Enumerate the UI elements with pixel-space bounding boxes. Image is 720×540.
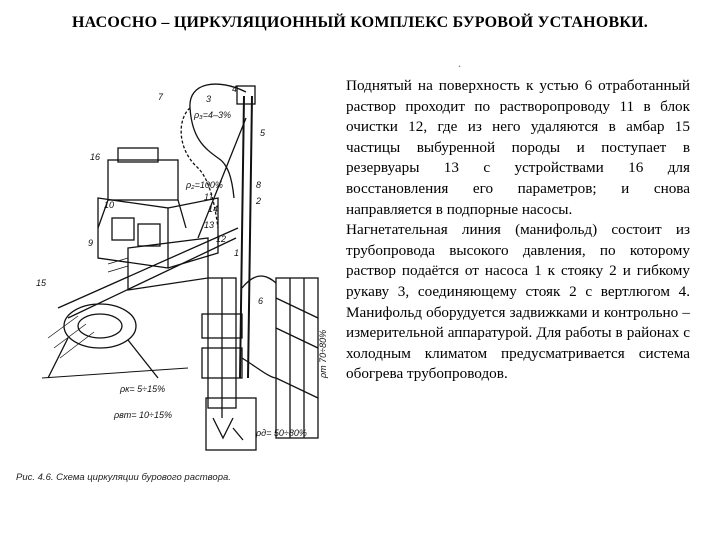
label-5: 5 — [260, 128, 266, 138]
label-pct-pd: ρд= 50÷80% — [256, 428, 307, 438]
label-1: 1 — [234, 248, 240, 258]
label-16: 16 — [90, 152, 101, 162]
label-7: 7 — [158, 92, 164, 102]
label-pct-pt: ρт 70÷80% — [318, 329, 328, 378]
label-9: 9 — [88, 238, 94, 248]
label-pct-pbt: ρвт= 10÷15% — [114, 410, 172, 420]
label-13: 13 — [204, 220, 215, 230]
figure-caption: Рис. 4.6. Схема циркуляции бурового раствора. — [16, 472, 231, 483]
label-6: 6 — [258, 296, 264, 306]
label-pct-top: ρ₃=4–3% — [194, 110, 231, 120]
label-3: 3 — [206, 94, 212, 104]
stray-dot: . — [458, 56, 461, 70]
label-10: 10 — [104, 200, 115, 210]
body-paragraph-2: Нагнетательная линия (манифольд) состоит из трубопровода высокого давления, по которому раствор подаётся от насоса 1 к стояку 2 и гибкому рукаву 3, соединяющему стояк 2 с вертлюгом 4. Манифольд оборудуется задвижками и контрольно – измерительной аппаратурой. Для работы в районах с холодным климатом предусматривается система обогрева трубопроводов. — [346, 221, 690, 383]
body-paragraph-1: Поднятый на поверхность к устью 6 отработанный раствор проходит по растворопроводу 11 в блок очистки 12, где из него удаляются в амбар 15 частицы выбуренной породы и поступает в резервуары 13 с устройствами 16 для восстановления его параметров; и снова направляется в подпорные насосы. — [346, 77, 690, 218]
body-text — [346, 76, 690, 385]
label-4: 4 — [232, 84, 238, 94]
label-pct-pk: ρк= 5÷15% — [120, 384, 166, 394]
label-8: 8 — [256, 180, 262, 190]
label-14: 14 — [208, 204, 219, 214]
label-pct-pr: ρ₂=100% — [186, 180, 223, 190]
label-11: 11 — [204, 192, 214, 202]
label-15: 15 — [36, 278, 47, 288]
page-title: НАСОСНО – ЦИРКУЛЯЦИОННЫЙ КОМПЛЕКС БУРОВОЙ УСТАНОВКИ. — [71, 14, 648, 31]
label-2: 2 — [256, 196, 262, 206]
circulation-diagram — [8, 78, 338, 478]
label-12: 12 — [216, 234, 227, 244]
